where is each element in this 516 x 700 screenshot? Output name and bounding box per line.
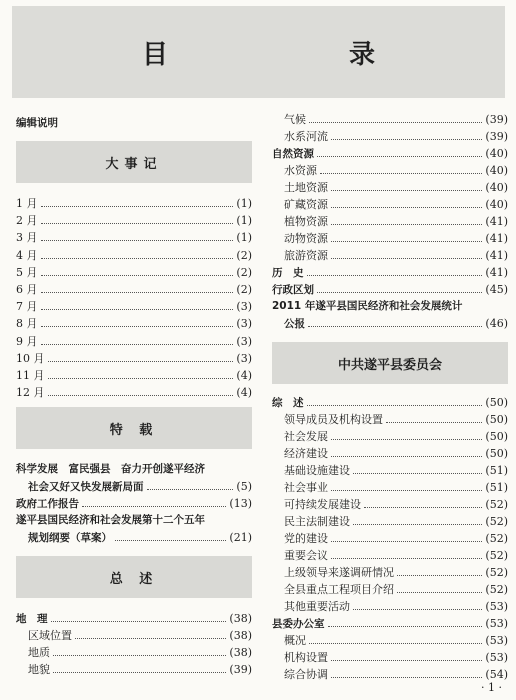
page-ref: (52) [485,498,508,511]
entry-label: 地貌 [28,663,50,676]
entry-label: 历 史 [272,267,304,279]
page-ref: (52) [485,566,508,579]
leader-dots [317,292,482,293]
dili-label: 地 理 [16,613,48,625]
toc-entry-month[interactable] [16,333,252,350]
toc-entry[interactable] [272,411,508,428]
leader-dots [48,395,234,396]
page-ref: (50) [485,430,508,443]
page-ref: (40) [485,198,508,211]
toc-entry-month[interactable] [16,281,252,298]
page-ref: (52) [485,532,508,545]
leader-dots [41,240,234,241]
entry-label: 地质 [28,646,50,659]
page-ref: (4) [236,369,252,382]
page-ref: (2) [236,248,252,262]
toc-entry[interactable] [272,547,508,564]
page-ref: (38) [229,612,252,625]
leader-dots [317,156,482,157]
leader-dots [397,592,482,593]
page-ref: (46) [485,317,508,330]
leader-dots [353,609,482,610]
stat-report-label: 公报 [284,318,305,330]
tezai-item1-line1[interactable]: 科学发展 富民强县 奋力开创遂平经济 [16,463,205,475]
page-ref: (3) [236,334,252,348]
tezai-item2[interactable] [16,495,252,512]
tezai-item2-label: 政府工作报告 [16,498,79,510]
entry-label: 12 月 [16,386,45,400]
page-title: 目 录 [141,39,462,70]
toc-entry[interactable] [272,281,508,298]
toc-entry-month[interactable] [16,195,252,212]
toc-entry[interactable] [272,196,508,213]
entry-label: 领导成员及机构设置 [284,413,383,426]
page-ref: (41) [485,232,508,245]
entry-label: 10 月 [16,351,45,365]
leader-dots [41,223,234,224]
entry-label: 社会发展 [284,430,328,443]
entry-label: 植物资源 [284,215,328,228]
leader-dots [41,326,234,327]
tezai-item1-line2[interactable] [16,478,252,495]
tezai-item1-label: 社会又好又快发展新局面 [28,481,144,493]
toc-entry[interactable] [272,179,508,196]
page-ref: (4) [236,386,252,400]
entry-label: 行政区划 [272,284,314,296]
stat-report-line1[interactable]: 2011 年遂平县国民经济和社会发展统计 [272,300,463,312]
entry-label: 基础设施建设 [284,464,350,477]
toc-entry[interactable] [272,247,508,264]
toc-entry[interactable] [272,145,508,162]
entry-label: 自然资源 [272,148,314,160]
entry-label: 11 月 [16,369,45,382]
leader-dots [53,655,226,656]
leader-dots [41,206,234,207]
toc-entry[interactable] [272,632,508,649]
preface-entry[interactable]: 编辑说明 [16,117,58,129]
toc-entry-month[interactable] [16,384,252,401]
page-ref: (53) [485,651,508,664]
page-ref: (40) [485,181,508,194]
toc-entry[interactable] [272,598,508,615]
leader-dots [147,489,234,490]
toc-entry[interactable] [272,615,508,632]
leader-dots [331,490,482,491]
page-ref: (3) [236,317,252,331]
toc-entry-month[interactable] [16,264,252,281]
leader-dots [386,422,482,423]
leader-dots [48,361,234,362]
toc-entry-month[interactable] [16,367,252,384]
page-ref: (53) [485,617,508,630]
leader-dots [41,344,234,345]
page-ref: (5) [236,480,252,493]
leader-dots [51,621,227,622]
entry-label: 概况 [284,634,306,647]
leader-dots [320,173,482,174]
entry-label: 经济建设 [284,447,328,460]
leader-dots [331,677,482,678]
leader-dots [41,292,234,293]
leader-dots [328,626,483,627]
leader-dots [331,660,482,661]
leader-dots [331,456,482,457]
page-number: · 1 · [481,681,502,694]
tezai-item3-line2[interactable] [16,529,252,546]
entry-label: 土地资源 [284,181,328,194]
page-ref: (3) [236,351,252,365]
toc-entry-month[interactable] [16,315,252,332]
entry-label: 机构设置 [284,651,328,664]
toc-entry[interactable] [272,445,508,462]
entry-label: 7 月 [16,300,38,314]
toc-entry[interactable] [272,479,508,496]
toc-entry[interactable] [16,644,252,661]
leader-dots [397,575,482,576]
entry-label: 6 月 [16,283,38,296]
leader-dots [82,506,226,507]
entry-label: 水系河流 [284,130,328,143]
page-ref: (2) [236,283,252,296]
entry-label: 水资源 [284,164,317,177]
right-column [272,0,508,700]
toc-entry[interactable] [272,513,508,530]
entry-label: 3 月 [16,231,38,245]
entry-label: 县委办公室 [272,618,325,630]
page-ref: (39) [229,663,252,676]
entry-label: 党的建设 [284,532,328,545]
toc-entry[interactable] [272,213,508,230]
toc-entry-month[interactable] [16,350,252,367]
toc-entry[interactable] [272,496,508,513]
left-column [16,0,252,700]
entry-label: 区域位置 [28,629,72,642]
page-ref: (51) [485,464,508,477]
entry-label: 综合协调 [284,668,328,681]
leader-dots [309,122,482,123]
leader-dots [307,405,483,406]
entry-label: 5 月 [16,265,38,279]
page-ref: (13) [229,497,252,510]
leader-dots [331,541,482,542]
entry-label: 8 月 [16,317,38,331]
entry-label: 其他重要活动 [284,600,350,613]
entry-label: 社会事业 [284,481,328,494]
tezai-item3-label: 规划纲要（草案） [28,532,112,544]
leader-dots [331,190,482,191]
leader-dots [331,558,482,559]
tezai-item3-line1[interactable]: 遂平县国民经济和社会发展第十二个五年 [16,514,205,526]
toc-entry[interactable] [16,627,252,644]
entry-label: 矿藏资源 [284,198,328,211]
page-ref: (52) [485,549,508,562]
leader-dots [309,643,482,644]
page-ref: (53) [485,634,508,647]
page-ref: (41) [485,215,508,228]
page-ref: (38) [229,646,252,659]
leader-dots [307,275,483,276]
section-dashiji: 大事记 [16,141,252,183]
page-ref: (45) [485,283,508,296]
page-ref: (39) [485,113,508,126]
toc-entry[interactable] [272,264,508,281]
page-ref: (51) [485,481,508,494]
leader-dots [364,507,482,508]
leader-dots [331,258,482,259]
entry-label: 全县重点工程项目介绍 [284,583,394,596]
toc-entry-month[interactable] [16,229,252,246]
entry-label: 上级领导来遂调研情况 [284,566,394,579]
page-ref: (52) [485,583,508,596]
page-ref: (39) [485,130,508,143]
page-ref: (21) [229,531,252,544]
toc-entry-month[interactable] [16,212,252,229]
page-ref: (53) [485,600,508,613]
dili-entry[interactable] [16,610,252,627]
entry-label: 动物资源 [284,232,328,245]
toc-entry[interactable] [272,530,508,547]
entry-label: 综 述 [272,397,304,409]
leader-dots [115,540,226,541]
page-ref: (3) [236,300,252,314]
leader-dots [41,258,234,259]
page-ref: (2) [236,265,252,279]
page-ref: (1) [236,231,252,245]
toc-entry[interactable] [272,428,508,445]
page-ref: (50) [485,447,508,460]
entry-label: 9 月 [16,334,38,348]
leader-dots [41,275,234,276]
toc-entry[interactable] [16,661,252,678]
entry-label: 4 月 [16,248,38,262]
entry-label: 旅游资源 [284,249,328,262]
leader-dots [331,241,482,242]
page-ref: (1) [236,214,252,228]
leader-dots [353,473,482,474]
page-ref: (50) [485,396,508,409]
entry-label: 重要会议 [284,549,328,562]
page-ref: (38) [229,629,252,642]
section-tezai: 特 载 [16,407,252,449]
section-committee: 中共遂平县委员会 [272,342,508,384]
toc-entry[interactable] [272,162,508,179]
toc-entry[interactable] [272,564,508,581]
leader-dots [331,439,482,440]
leader-dots [331,224,482,225]
stat-report-line2[interactable] [272,315,508,332]
page-ref: (40) [485,164,508,177]
toc-entry[interactable] [272,462,508,479]
leader-dots [48,378,234,379]
leader-dots [53,672,226,673]
leader-dots [41,309,234,310]
toc-entry[interactable] [272,649,508,666]
toc-entry[interactable] [272,666,508,683]
page-ref: (41) [485,249,508,262]
section-zongshu: 总 述 [16,556,252,598]
leader-dots [331,139,482,140]
entry-label: 可持续发展建设 [284,498,361,511]
toc-entry[interactable] [272,394,508,411]
leader-dots [353,524,482,525]
entry-label: 2 月 [16,214,38,228]
toc-entry[interactable] [272,111,508,128]
page-ref: (1) [236,197,252,210]
toc-entry[interactable] [272,230,508,247]
page-ref: (50) [485,413,508,426]
page-ref: (54) [485,668,508,681]
entry-label: 气候 [284,113,306,126]
toc-entry-month[interactable] [16,298,252,315]
entry-label: 1 月 [16,197,38,210]
entry-label: 民主法制建设 [284,515,350,528]
leader-dots [308,326,482,327]
page-ref: (52) [485,515,508,528]
leader-dots [75,638,226,639]
page-ref: (40) [485,147,508,160]
leader-dots [331,207,482,208]
toc-entry-month[interactable] [16,247,252,264]
toc-entry[interactable] [272,128,508,145]
page-ref: (41) [485,266,508,279]
toc-entry[interactable] [272,581,508,598]
